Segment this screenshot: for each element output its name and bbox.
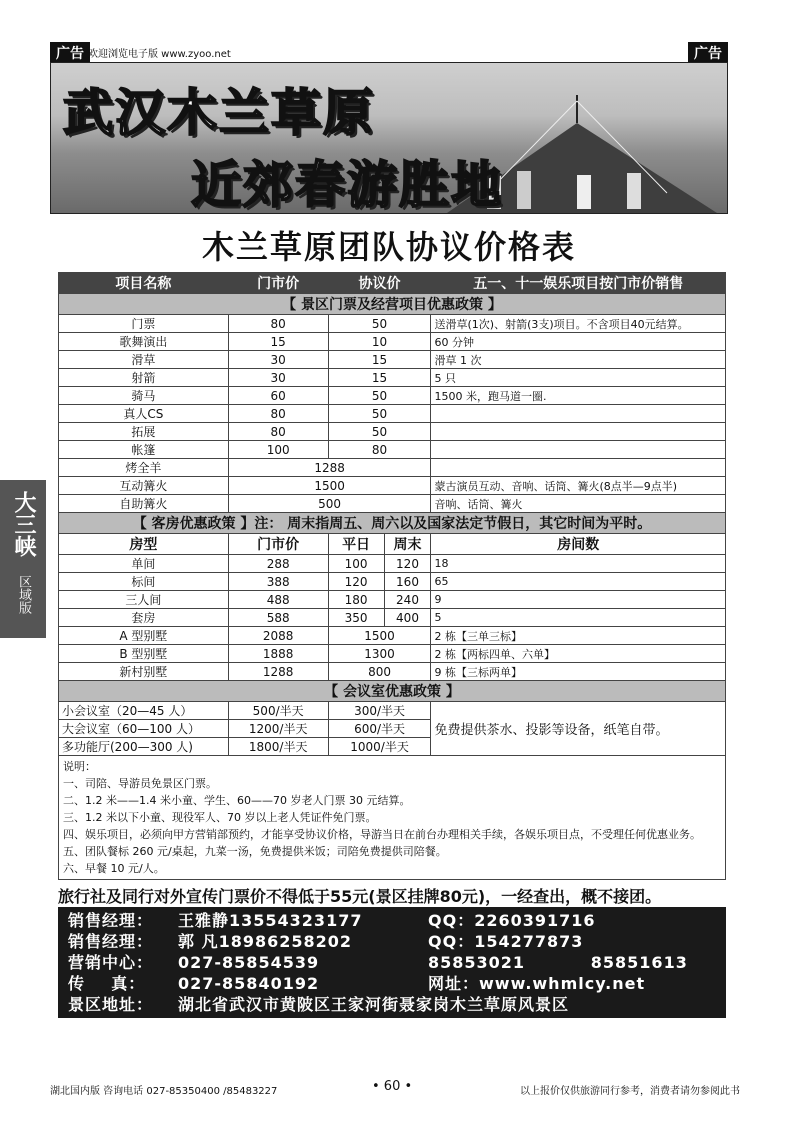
- table-row: 互动篝火 1500 蒙古演员互动、音响、话筒、篝火(8点半—9点半): [59, 477, 726, 495]
- table-row: 歌舞演出 15 10 60 分钟: [59, 333, 726, 351]
- notes-block: 说明： 一、司陪、导游员免景区门票。 二、1.2 米——1.4 米小童、学生、60——70 岁老人门票 30 元结算。 三、1.2 米以下小童、现役军人、70 岁以上老人凭证件免门票。 四、娱乐项目，必须向甲方营销部预约，才能享受协议价格，导游当日在前台办理相关手续，各娱乐项目点，不受理任何优惠业务。 五、团队餐标 260 元/桌起，九菜一汤，免费提供米饭；司陪免费提供司陪餐。 六、早餐 10 元/人。: [58, 756, 726, 880]
- table-row: 拓展 80 50: [59, 423, 726, 441]
- url-text: 欢迎浏览电子版 www.zyoo.net: [88, 49, 231, 60]
- table-row: 真人CS 80 50: [59, 405, 726, 423]
- section-heading-tickets: 【 景区门票及经营项目优惠政策 】: [59, 294, 726, 315]
- table-row: 单间 288 100 120 18: [59, 555, 726, 573]
- table-row: 骑马 60 50 1500 米，跑马道一圈.: [59, 387, 726, 405]
- page-title: 木兰草原团队协议价格表: [201, 228, 576, 266]
- banner-title-1: 武汉木兰草原: [63, 84, 375, 142]
- table-row: 门票 80 50 送滑草(1次)、射箭(3支)项目。不含项目40元结算。: [59, 315, 726, 333]
- banner-image: [50, 62, 728, 214]
- table-row: 套房 588 350 400 5: [59, 609, 726, 627]
- rooms-header: 房型 门市价 平日 周末 房间数: [59, 534, 726, 555]
- footer-right: 以上报价仅供旅游同行参考，消费者请勿参阅此书: [520, 1086, 740, 1097]
- warning-text: 旅行社及同行对外宣传门票价不得低于55元(景区挂牌80元)，一经查出，概不接团。: [58, 887, 662, 906]
- sidebar-subtitle: 区域版: [16, 574, 31, 614]
- banner-title-2: 近郊春游胜地: [191, 156, 503, 214]
- region-sidebar: [0, 480, 46, 638]
- table-row: 标间 388 120 160 65: [59, 573, 726, 591]
- table-row: A 型别墅 2088 1500 2 栋【三单三标】: [59, 627, 726, 645]
- section-heading-rooms: 【 客房优惠政策 】注： 周末指周五、周六以及国家法定节假日，其它时间为平时。: [59, 513, 726, 534]
- table-row: 新村别墅 1288 800 9 栋【三标两单】: [59, 663, 726, 681]
- table-row: 多功能厅(200—300 人) 1800/半天 1000/半天: [59, 738, 726, 756]
- contact-row: 销售经理： 王雅静13554323177 QQ：2260391716: [68, 911, 596, 930]
- price-table: [58, 272, 726, 756]
- table-row: 三人间 488 180 240 9: [59, 591, 726, 609]
- sidebar-title: 大三峡: [11, 491, 36, 557]
- table-row: 射箭 30 15 5 只: [59, 369, 726, 387]
- table-row: 烤全羊 1288: [59, 459, 726, 477]
- contact-block: [58, 907, 726, 1018]
- table-row: 滑草 30 15 滑草 1 次: [59, 351, 726, 369]
- ad-tag-left: 广告: [50, 42, 90, 64]
- table-row: 自助篝火 500 音响、话筒、篝火: [59, 495, 726, 513]
- table-row: 大会议室（60—100 人） 1200/半天 600/半天: [59, 720, 726, 738]
- table-header: 项目名称 门市价 协议价 五一、十一娱乐项目按门市价销售: [59, 273, 726, 294]
- page-content: [50, 40, 728, 1018]
- section-heading-meeting: 【 会议室优惠政策 】: [59, 681, 726, 702]
- table-row: 帐篷 100 80: [59, 441, 726, 459]
- contact-row: 营销中心： 027-85854539 85853021 85851613: [68, 953, 688, 972]
- meeting-note: 免费提供茶水、投影等设备，纸笔自带。: [431, 702, 726, 756]
- table-row: 小会议室（20—45 人） 500/半天 300/半天 免费提供茶水、投影等设备，纸笔自带。: [59, 702, 726, 720]
- page-number: • 60 •: [372, 1079, 413, 1094]
- footer-left: 湖北国内版 咨询电话 027-85350400 /85483227: [50, 1086, 278, 1097]
- contact-row: 景区地址： 湖北省武汉市黄陂区王家河街聂家岗木兰草原风景区: [68, 995, 570, 1014]
- top-bar: [50, 40, 728, 62]
- ad-tag-right: 广告: [688, 42, 728, 64]
- contact-row: 传 真： 027-85840192 网址：www.whmlcy.net: [68, 974, 646, 993]
- table-row: B 型别墅 1888 1300 2 栋【两标四单、六单】: [59, 645, 726, 663]
- contact-row: 销售经理： 郭 凡18986258202 QQ：154277873: [68, 932, 584, 951]
